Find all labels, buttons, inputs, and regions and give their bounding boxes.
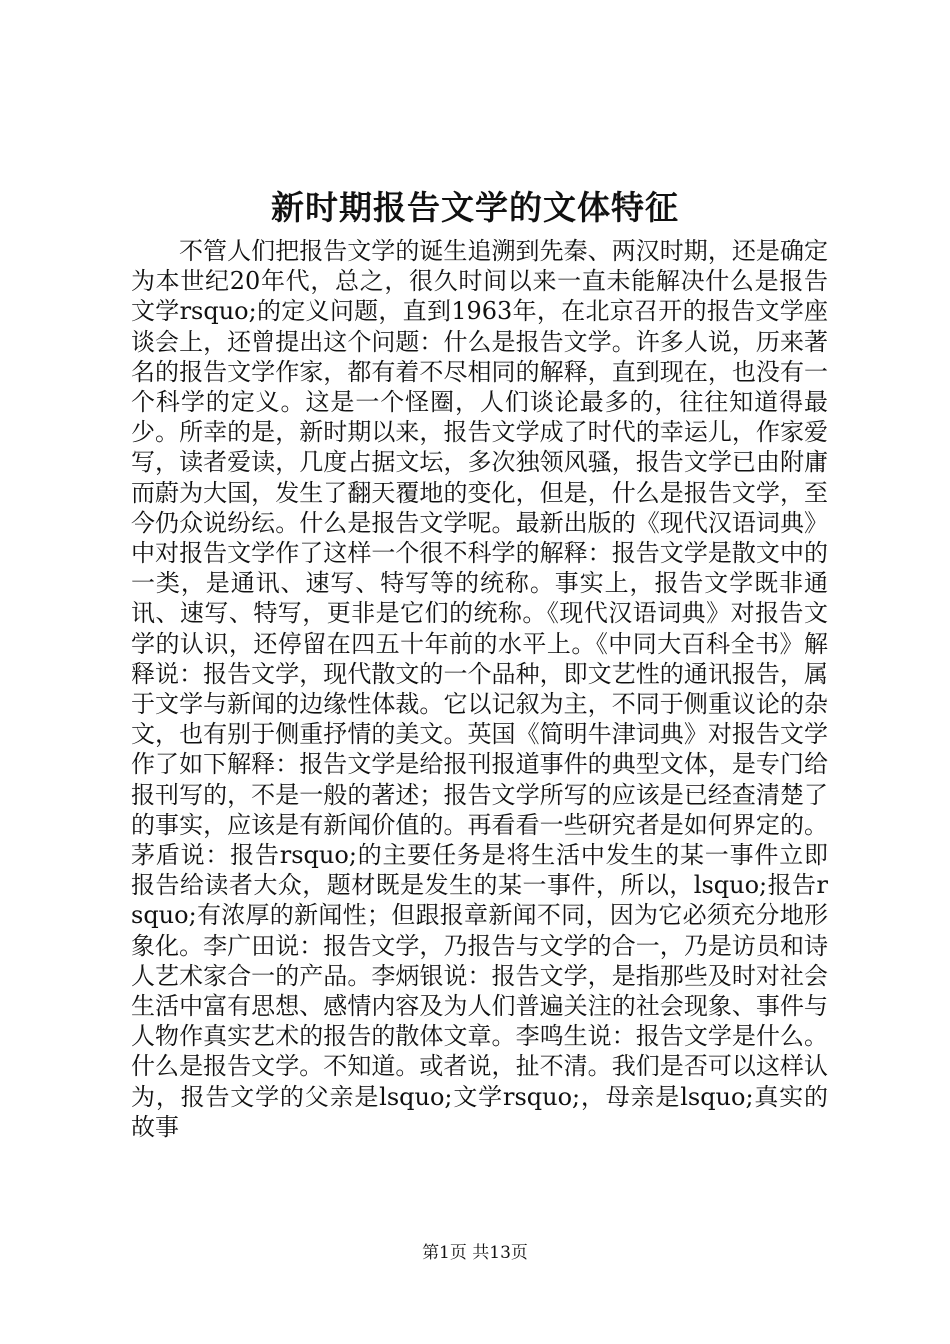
document-title: 新时期报告文学的文体特征 (271, 188, 679, 227)
body-paragraph: 不管人们把报告文学的诞生追溯到先秦、两汉时期，还是确定为本世纪20年代，总之，很久时间以来一直未能解决什么是报告文学rsquo;的定义问题，直到1963年，在北京召开的报告文学座谈会上，还曾提出这个问题：什么是报告文学。许多人说，历来著名的报告文学作家，都有着不尽相同的解释，直到现在，也没有一个科学的定义。这是一个怪圈，人们谈论最多的，往往知道得最少。所幸的是，新时期以来，报告文学成了时代的幸运儿，作家爱写，读者爱读，几度占据文坛，多次独领风骚，报告文学已由附庸而蔚为大国，发生了翻天覆地的变化，但是，什么是报告文学，至今仍众说纷纭。什么是报告文学呢。最新出版的《现代汉语词典》中对报告文学作了这样一个很不科学的解释：报告文学是散文中的一类，是通讯、速写、特写等的统称。事实上，报告文学既非通讯、速写、特写，更非是它们的统称。《现代汉语词典》对报告文学的认识，还停留在四五十年前的水平上。《中同大百科全书》解释说：报告文学，现代散文的一个品种，即文艺性的通讯报告，属于文学与新闻的边缘性体裁。它以记叙为主，不同于侧重议论的杂文，也有别于侧重抒情的美文。英国《简明牛津词典》对报告文学作了如下解释：报告文学是给报刊报道事件的典型文体，是专门给报刊写的，不是一般的著述；报告文学所写的应该是已经查清楚了的事实，应该是有新闻价值的。再看看一些研究者是如何界定的。茅盾说：报告rsquo;的主要任务是将生活中发生的某一事件立即报告给读者大众，题材既是发生的某一事件，所以，lsquo;报告rsquo;有浓厚的新闻性；但跟报章新闻不同，因为它必须充分地形象化。李广田说：报告文学，乃报告与文学的合一，乃是访员和诗人艺术家合一的产品。李炳银说：报告文学，是指那些及时对社会生活中富有思想、感情内容及为人们普遍关注的社会现象、事件与人物作真实艺术的报告的散体文章。李鸣生说：报告文学是什么。什么是报告文学。不知道。或者说，扯不清。我们是否可以这样认为，报告文学的父亲是lsquo;文学rsquo;，母亲是lsquo;真实的故事 (131, 237, 828, 1141)
page-footer: 第1页 共13页 (422, 1243, 528, 1263)
